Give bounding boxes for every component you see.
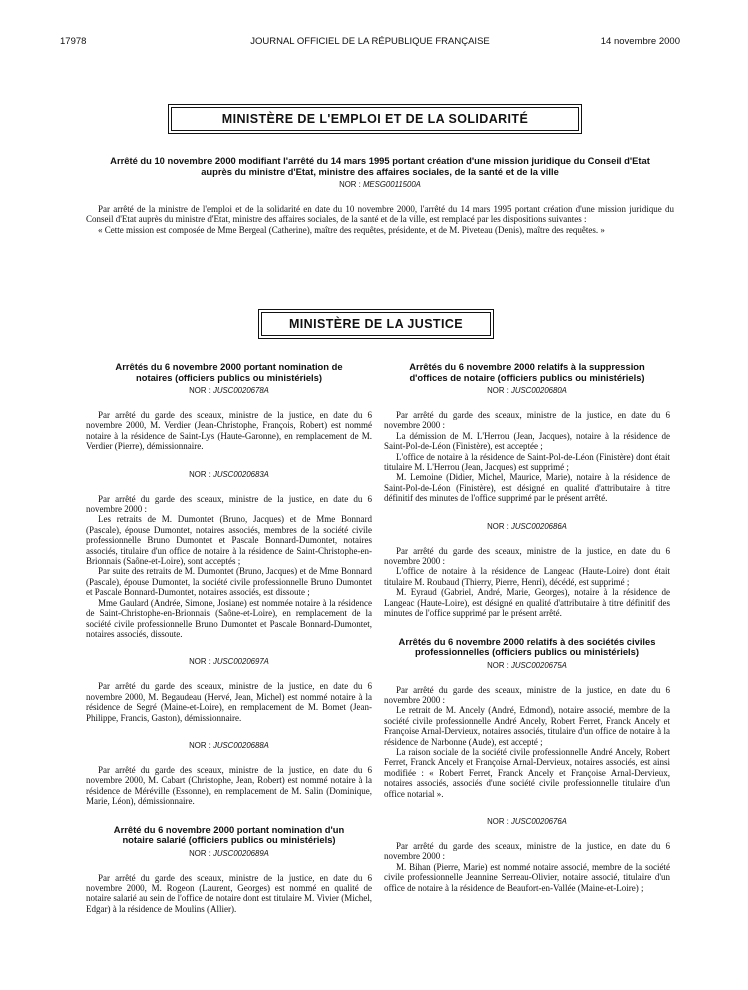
decree-paragraph: Les retraits de M. Dumontet (Bruno, Jacques) et de Mme Bonnard (Pascale), épouse Dumontet, notaires associés, membres de la société civile professionnelle Bruno Dumontet et Pascale Bonnard-Dumontet, notaires associés, titulaire d'un office de notaire à la résidence de Saint-Christophe-en-Brionnais (Saône-et-Loire), sont acceptés ; — [86, 514, 372, 567]
nor-reference — [86, 849, 372, 859]
nor-reference — [384, 661, 670, 671]
decree-paragraph: M. Bihan (Pierre, Marie) est nommé notaire associé, membre de la société civile professionnelle Jeannine Serreau-Olivier, notaire associé, titulaire d'un office de notaire à la résidence de Beaufort-en-Vallée (Maine-et-Loire) ; — [384, 861, 670, 893]
nor-reference — [86, 180, 674, 190]
decree-paragraph: M. Eyraud (Gabriel, André, Marie, Georges), notaire à la résidence de Langeac (Haute-Loire), est désigné en qualité d'attributaire à titre définitif des minutes de l'office supprimé par le présent arrêté. — [384, 587, 670, 619]
nor-reference — [86, 741, 372, 751]
page-number: 17978 — [60, 36, 87, 47]
decree-paragraph: L'office de notaire à la résidence de Saint-Pol-de-Léon (Finistère) dont était titulaire M. L'Herrou (Jean, Jacques) est supprimé ; — [384, 451, 670, 473]
decree-title: Arrêtés du 6 novembre 2000 portant nomination de notaires (officiers publics ou ministériels) — [115, 361, 343, 383]
nor-code: JUSC0020680A — [510, 386, 567, 395]
ministry-heading: MINISTÈRE DE L'EMPLOI ET DE LA SOLIDARITÉ — [171, 107, 579, 131]
left-column — [86, 362, 372, 914]
nor-prefix: NOR : — [189, 848, 213, 858]
decree-paragraph: Par arrêté de la ministre de l'emploi et de la solidarité en date du 10 novembre 2000, l'arrêté du 14 mars 1995 portant création d'une mission juridique du Conseil d'Etat auprès du ministre d'Etat, ministre des affaires sociales, de la santé et de la ville, est remplacé par les dispositions suivantes : — [86, 204, 674, 225]
nor-reference — [86, 386, 372, 396]
nor-prefix: NOR : — [339, 180, 363, 189]
nor-code: JUSC0020675A — [510, 660, 567, 670]
decree-paragraph: Par suite des retraits de M. Dumontet (Bruno, Jacques) et de Mme Bonnard (Pascale), épouse Dumontet, la société civile professionnelle Bruno Dumontet et Pascale Bonnard-Dumontet, notaires associés, est dissoute ; — [86, 566, 372, 598]
decree-paragraph: Par arrêté du garde des sceaux, ministre de la justice, en date du 6 novembre 2000 : — [86, 493, 372, 515]
nor-prefix: NOR : — [487, 816, 511, 826]
nor-prefix: NOR : — [487, 660, 511, 670]
nor-reference — [384, 522, 670, 532]
ministry-heading-box — [168, 104, 582, 134]
decree-title: Arrêtés du 6 novembre 2000 relatifs à la suppression d'offices de notaire (officiers publics ou ministériels) — [409, 361, 645, 383]
nor-prefix: NOR : — [487, 386, 511, 395]
nor-reference — [86, 470, 372, 480]
journal-title: JOURNAL OFFICIEL DE LA RÉPUBLIQUE FRANÇAISE — [250, 36, 490, 47]
decree-paragraph: M. Lemoine (Didier, Michel, Maurice, Marie), notaire à la résidence de Saint-Pol-de-Léon (Finistère), est désigné en qualité d'attributaire à titre définitif des minutes de l'office supprimé par le présent arrêté. — [384, 472, 670, 504]
nor-prefix: NOR : — [189, 386, 213, 395]
decree-title: Arrêté du 10 novembre 2000 modifiant l'arrêté du 14 mars 1995 portant création d'une mission juridique du Conseil d'Etat auprès du ministre d'Etat, ministre des affaires sociales, de la santé et de la ville — [110, 155, 650, 177]
ministry-heading: MINISTÈRE DE LA JUSTICE — [261, 312, 491, 336]
decree-title: Arrêtés du 6 novembre 2000 relatifs à des sociétés civiles professionnelles (officiers publics ou ministériels) — [398, 635, 656, 657]
decree-paragraph: Mme Gaulard (Andrée, Simone, Josiane) est nommée notaire à la résidence de Saint-Christophe-en-Brionnais (Saône-et-Loire), en remplacement de la société civile professionnelle Bruno Dumontet et Pascale Bonnard-Dumontet, notaires associés, dissoute. — [86, 597, 372, 639]
nor-reference — [384, 817, 670, 827]
nor-code: JUSC0020676A — [510, 816, 567, 826]
nor-prefix: NOR : — [189, 657, 213, 667]
decree-paragraph: Par arrêté du garde des sceaux, ministre de la justice, en date du 6 novembre 2000 : — [384, 545, 670, 567]
nor-code: JUSC0020683A — [212, 469, 269, 479]
decree-paragraph: Par arrêté du garde des sceaux, ministre de la justice, en date du 6 novembre 2000 : — [384, 410, 670, 431]
nor-prefix: NOR : — [189, 469, 213, 479]
nor-code: MESG0011500A — [362, 180, 421, 189]
running-header — [60, 36, 680, 50]
decree-paragraph: Le retrait de M. Ancely (André, Edmond), notaire associé, membre de la société civile professionnelle André Ancely, Robert Ferret, Franck Ancely et Françoise Arnal-Dervieux, notaires associés, titulaire d'un office de notaire à la résidence de Narbonne (Aude), est accepté ; — [384, 705, 670, 747]
ministry-heading-box — [258, 309, 494, 339]
decree-paragraph: La raison sociale de la société civile professionnelle André Ancely, Robert Ferret, Franck Ancely et Françoise Arnal-Dervieux, notaires associés, est ainsi modifiée : « Robert Ferret, Franck Ancely et Françoise Arnal-Dervieux, notaires associés, associés d'une société civile professionnelle titulaire d'un office notarial ». — [384, 746, 670, 799]
decree-paragraph: Par arrêté du garde des sceaux, ministre de la justice, en date du 6 novembre 2000 : — [384, 840, 670, 862]
nor-code: JUSC0020688A — [212, 740, 269, 750]
nor-code: JUSC0020689A — [212, 848, 269, 858]
nor-reference — [384, 386, 670, 396]
decree-paragraph: Par arrêté du garde des sceaux, ministre de la justice, en date du 6 novembre 2000, M. Rogeon (Laurent, Georges) est nommé en qualité de notaire salarié au sein de l'office de notaire dont est titulaire M. Vivier (Michel, Edgar) à la résidence de Moulins (Allier). — [86, 872, 372, 914]
decree-title: Arrêté du 6 novembre 2000 portant nomination d'un notaire salarié (officiers publics ou ministériels) — [113, 823, 345, 846]
nor-code: JUSC0020678A — [212, 386, 269, 395]
nor-reference — [86, 657, 372, 667]
decree-paragraph: « Cette mission est composée de Mme Bergeal (Catherine), maître des requêtes, présidente, et de M. Piveteau (Denis), maître des requêtes. » — [98, 224, 605, 235]
nor-code: JUSC0020686A — [510, 521, 567, 531]
issue-date: 14 novembre 2000 — [600, 36, 680, 47]
decree-paragraph: Par arrêté du garde des sceaux, ministre de la justice, en date du 6 novembre 2000, M. Verdier (Jean-Christophe, François, Robert) est nommé notaire à la résidence de Saint-Lys (Haute-Garonne), en remplacement de M. Verdier (Pierre), démissionnaire. — [86, 410, 372, 452]
decree-paragraph: L'office de notaire à la résidence de Langeac (Haute-Loire) dont était titulaire M. Roubaud (Thierry, Pierre, Henri), décédé, est supprimé ; — [384, 566, 670, 587]
decree-paragraph: La démission de M. L'Herrou (Jean, Jacques), notaire à la résidence de Saint-Pol-de-Léon (Finistère), est acceptée ; — [384, 430, 670, 452]
nor-code: JUSC0020697A — [212, 657, 269, 667]
decree-paragraph: Par arrêté du garde des sceaux, ministre de la justice, en date du 6 novembre 2000, M. Begaudeau (Hervé, Jean, Michel) est nommé notaire à la résidence de Segré (Maine-et-Loire), en remplacement de M. Bomet (Jean-Philippe, Francis, Gaston), démissionnaire. — [86, 681, 372, 723]
decree-paragraph: Par arrêté du garde des sceaux, ministre de la justice, en date du 6 novembre 2000 : — [384, 684, 670, 705]
nor-prefix: NOR : — [189, 740, 213, 750]
nor-prefix: NOR : — [487, 521, 511, 531]
right-column — [384, 362, 670, 893]
ministry-1-decree — [86, 156, 674, 235]
decree-paragraph: Par arrêté du garde des sceaux, ministre de la justice, en date du 6 novembre 2000, M. Cabart (Christophe, Jean, Robert) est nommé notaire à la résidence de Méréville (Essonne), en remplacement de M. Salin (Dominique, Marie, Léon), démissionnaire. — [86, 764, 372, 807]
